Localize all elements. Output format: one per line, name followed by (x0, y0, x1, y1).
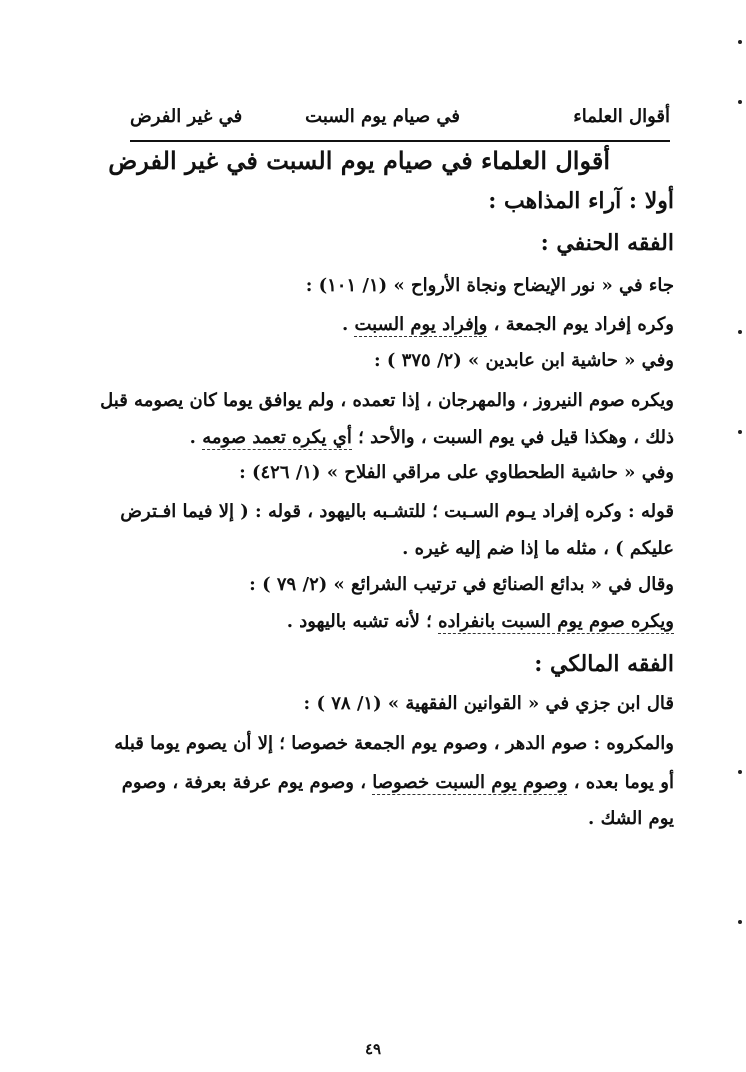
scan-mark (738, 330, 742, 334)
underlined-segment: أي يكره تعمد صومه (202, 427, 352, 448)
scan-mark (738, 770, 742, 774)
text-line-9: وقال في « بدائع الصنائع في ترتيب الشرائع » (٢/ ٧٩ ) : (249, 574, 674, 595)
text-segment: وكره إفراد يوم الجمعة ، (487, 314, 674, 335)
text-line-4: ويكره صوم النيروز ، والمهرجان ، إذا تعمده ، ولم يوافق يوما كان يصومه قبل (100, 390, 674, 411)
text-line-2 (342, 314, 674, 335)
text-line-5 (190, 427, 674, 448)
text-line-8: عليكم ) ، مثله ما إذا ضم إليه غيره . (402, 538, 674, 559)
text-segment: أو يوما بعده ، (567, 772, 674, 793)
text-segment: . (341, 314, 355, 335)
scan-mark (738, 100, 742, 104)
scan-mark (738, 40, 742, 44)
section-first: أولا : آراء المذاهب : (488, 188, 674, 214)
scan-mark (738, 430, 742, 434)
text-segment: . (189, 427, 203, 448)
header-center: في صيام يوم السبت (305, 106, 460, 127)
chapter-title: أقوال العلماء في صيام يوم السبت في غير الفرض (108, 146, 610, 175)
page-number: ٤٩ (364, 1040, 382, 1058)
text-line-12: والمكروه : صوم الدهر ، وصوم يوم الجمعة خصوصا ؛ إلا أن يصوم يوما قبله (114, 733, 674, 754)
text-segment: ، وصوم يوم عرفة بعرفة ، وصوم (121, 772, 373, 793)
text-segment: ذلك ، وهكذا قيل في يوم السبت ، والأحد ؛ (351, 427, 674, 448)
scan-mark (738, 920, 742, 924)
text-line-7: قوله : وكره إفراد يـوم السـبت ؛ للتشـبه باليهود ، قوله : ( إلا فيما افـترض (120, 501, 674, 522)
text-line-13 (122, 772, 674, 793)
section-hanafi: الفقه الحنفي : (540, 230, 674, 256)
header-right: أقوال العلماء (573, 106, 670, 127)
text-line-11: قال ابن جزي في « القوانين الفقهية » (١/ ٧٨ ) : (303, 693, 674, 714)
header-left: في غير الفرض (130, 106, 243, 127)
underlined-segment: وإفراد يوم السبت (354, 314, 488, 335)
section-maliki: الفقه المالكي : (534, 651, 674, 677)
running-header (130, 100, 670, 142)
text-line-10 (287, 611, 674, 632)
underlined-segment: وصوم يوم السبت خصوصا (372, 772, 568, 793)
text-segment: ؛ لأنه تشبه باليهود . (286, 611, 439, 632)
text-line-3: وفي « حاشية ابن عابدين » (٢/ ٣٧٥ ) : (373, 350, 674, 371)
text-line-6: وفي « حاشية الطحطاوي على مراقي الفلاح » (١/ ٤٢٦) : (239, 462, 674, 483)
text-line-1: جاء في « نور الإيضاح ونجاة الأرواح » (١/ ١٠١) : (305, 275, 674, 296)
text-line-14: يوم الشك . (588, 808, 674, 829)
underlined-segment: ويكره صوم يوم السبت بانفراده (438, 611, 674, 632)
